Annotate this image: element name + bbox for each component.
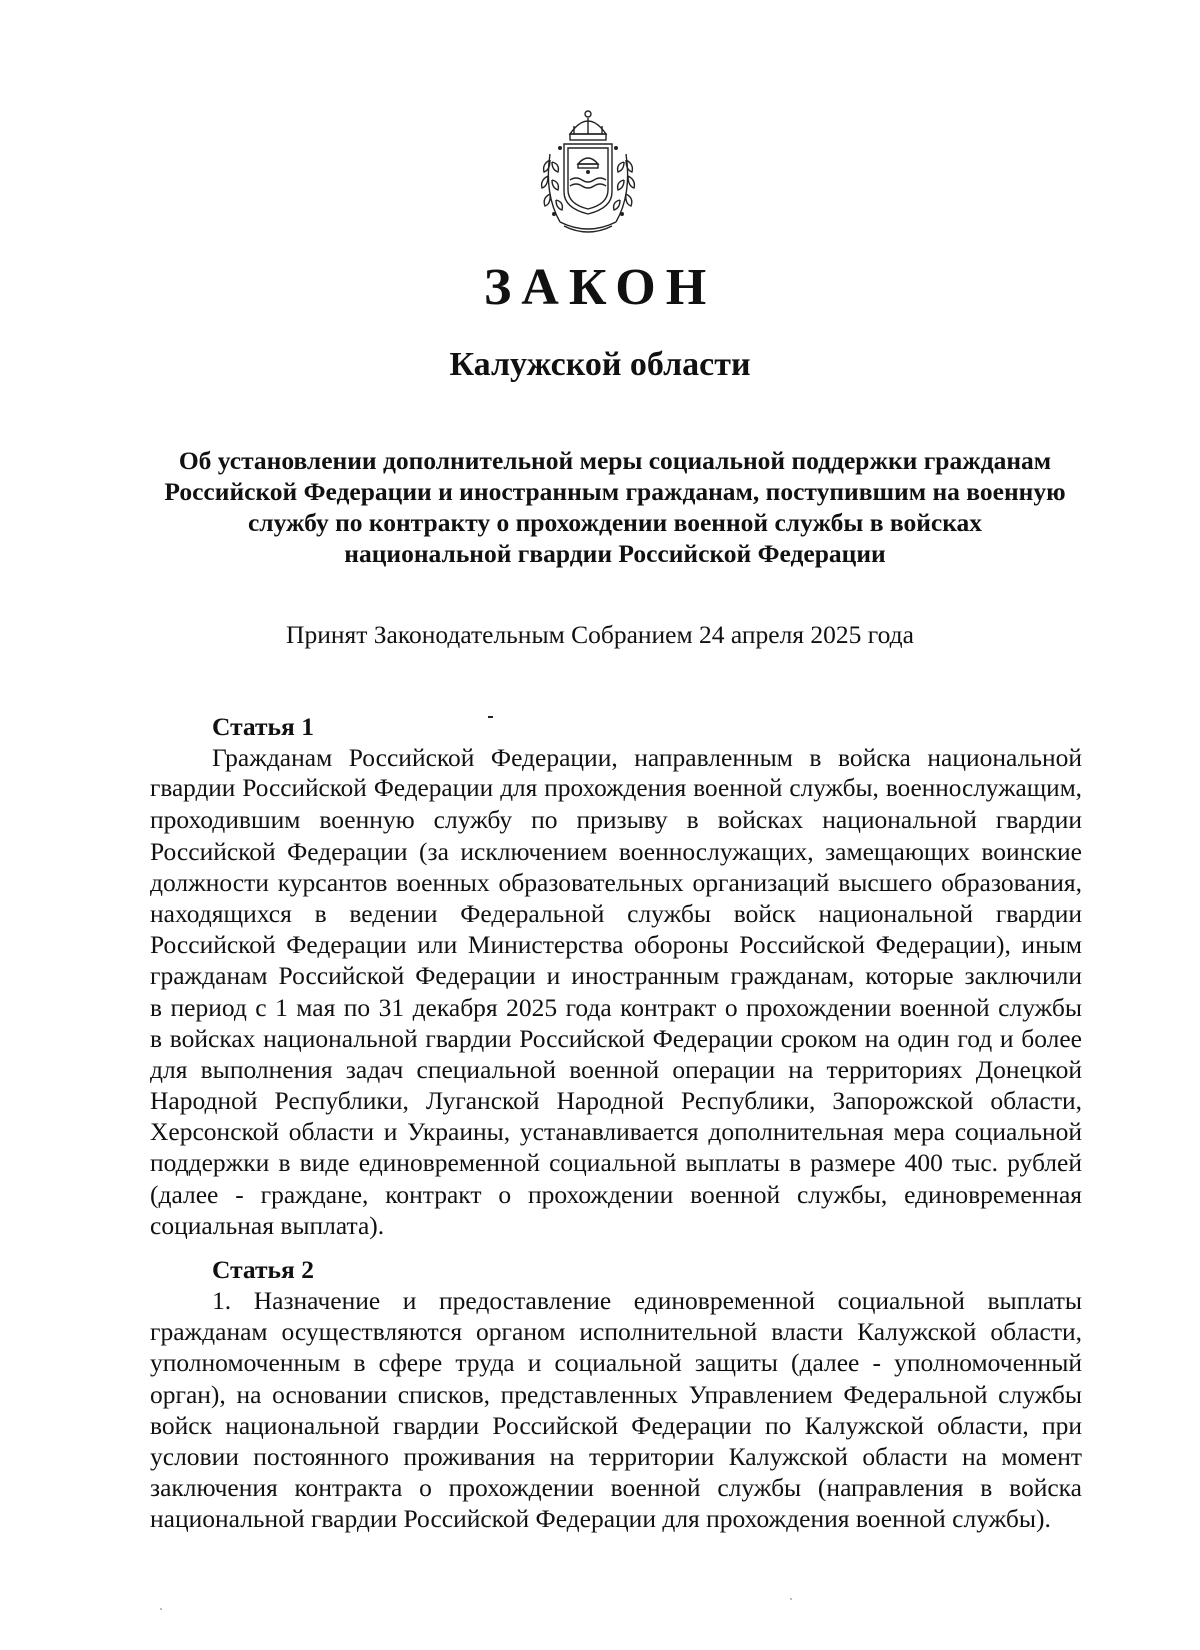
text-line: социальная выплата). xyxy=(150,1210,385,1240)
text-line: гражданам Российской Федерации и иностранным гражданам, которые заключили xyxy=(150,961,1082,991)
text-line: уполномоченным в сфере труда и социальной защиты (далее - уполномоченный xyxy=(150,1348,1082,1378)
text-line: находящихся в ведении Федеральной службы войск национальной гвардии xyxy=(150,898,1082,928)
scan-speck xyxy=(790,1598,792,1600)
text-line: в войсках национальной гвардии Российской Федерации сроком на один год и более xyxy=(150,1023,1082,1053)
law-title: ЗАКОН xyxy=(483,259,717,316)
article-2-heading: Статья 2 xyxy=(212,1255,314,1284)
article-1-text xyxy=(150,742,1082,1241)
article-2-text xyxy=(150,1285,1082,1535)
text-line: должности курсантов военных образовательных организаций высшего образования, xyxy=(150,867,1082,897)
subject-line: Об установлении дополнительной меры социальной поддержки гражданам xyxy=(178,446,1052,475)
text-line: в период с 1 мая по 31 декабря 2025 года контракт о прохождении военной службы xyxy=(150,992,1082,1022)
text-line: войск национальной гвардии Российской Федерации по Калужской области, при xyxy=(150,1410,1082,1440)
text-line: орган), на основании списков, представленных Управлением Федеральной службы xyxy=(150,1379,1082,1409)
text-line: проходившим военную службу по призыву в войсках национальной гвардии xyxy=(150,805,1082,835)
text-line: Гражданам Российской Федерации, направленным в войска национальной xyxy=(212,743,1082,772)
subject-line: службу по контракту о прохождении военной службы в войсках xyxy=(247,508,983,537)
law-subject xyxy=(150,445,1080,569)
text-line: для выполнения задач специальной военной операции на территориях Донецкой xyxy=(150,1054,1082,1084)
kaluga-coat-of-arms-icon xyxy=(530,104,646,238)
article-1-heading: Статья 1 xyxy=(212,712,314,741)
scan-mark xyxy=(488,716,493,718)
scan-speck xyxy=(160,1608,162,1610)
text-line: Народной Республики, Луганской Народной Республики, Запорожской области, xyxy=(150,1086,1082,1116)
text-line: заключения контракта о прохождении военной службы (направления в войска xyxy=(150,1473,1082,1503)
text-line: гвардии Российской Федерации для прохождения военной службы, военнослужащим, xyxy=(150,774,1082,803)
text-line: Херсонской области и Украины, устанавливается дополнительная мера социальной xyxy=(150,1117,1082,1147)
text-line: 1. Назначение и предоставление единовременной социальной выплаты xyxy=(212,1286,1082,1315)
text-line: Российской Федерации или Министерства обороны Российской Федерации), иным xyxy=(150,930,1082,960)
adoption-date: Принят Законодательным Собранием 24 апреля 2025 года xyxy=(286,620,914,649)
subject-line: национальной гвардии Российской Федерации xyxy=(344,539,886,568)
subject-line: Российской Федерации и иностранным гражданам, поступившим на военную xyxy=(164,477,1066,506)
text-line: условии постоянного проживания на территории Калужской области на момент xyxy=(150,1441,1082,1471)
text-line: поддержки в виде единовременной социальной выплаты в размере 400 тыс. рублей xyxy=(150,1148,1082,1178)
text-line: гражданам осуществляются органом исполнительной власти Калужской области, xyxy=(150,1317,1082,1347)
text-line: национальной гвардии Российской Федерации для прохождения военной службы). xyxy=(150,1504,1051,1534)
text-line: (далее - граждане, контракт о прохождении военной службы, единовременная xyxy=(150,1179,1082,1209)
text-line: Российской Федерации (за исключением военнослужащих, замещающих воинские xyxy=(150,836,1082,866)
region-title: Калужской области xyxy=(449,346,751,383)
